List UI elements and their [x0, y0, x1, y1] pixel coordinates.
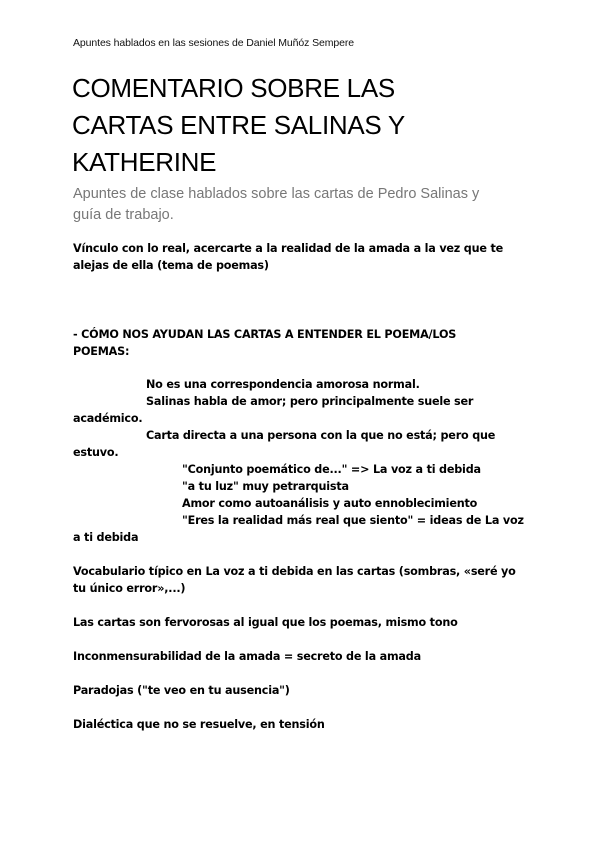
paragraph-paradojas — [73, 682, 533, 699]
list-item: Carta directa a una persona con la que no está; pero que — [146, 429, 496, 442]
page-header: Apuntes hablados en las sesiones de Daniel Muñóz Sempere — [73, 37, 354, 49]
document-title — [72, 70, 542, 181]
paragraph-line: - CÓMO NOS AYUDAN LAS CARTAS A ENTENDER EL POEMA/LOS — [73, 328, 457, 341]
paragraph-line: Dialéctica que no se resuelve, en tensión — [73, 718, 325, 731]
document-subtitle — [73, 184, 533, 226]
paragraph-line: Vínculo con lo real, acercarte a la realidad de la amada a la vez que te — [73, 242, 503, 255]
paragraph-dialectica — [73, 716, 533, 733]
list-item: "Conjunto poemático de..." => La voz a ti debida — [182, 463, 481, 476]
paragraph-vinculo — [73, 240, 533, 274]
paragraph-line: Vocabulario típico en La voz a ti debida en las cartas (sombras, «seré yo — [73, 565, 516, 578]
subtitle-line: guía de trabajo. — [73, 207, 174, 223]
paragraph-vocabulario — [73, 563, 533, 597]
list-item: Salinas habla de amor; pero principalmente suele ser — [146, 395, 474, 408]
paragraph-line: alejas de ella (tema de poemas) — [73, 259, 269, 272]
section-heading — [73, 326, 533, 360]
paragraph-line: Las cartas son fervorosas al igual que los poemas, mismo tono — [73, 616, 458, 629]
list-item: "a tu luz" muy petrarquista — [182, 480, 349, 493]
title-line: COMENTARIO SOBRE LAS — [72, 73, 395, 103]
paragraph-fervorosas — [73, 614, 533, 631]
list-item: Amor como autoanálisis y auto ennoblecimiento — [182, 497, 478, 510]
list-item: a ti debida — [73, 531, 139, 544]
title-line: CARTAS ENTRE SALINAS Y — [72, 110, 405, 140]
paragraph-line: POEMAS: — [73, 345, 130, 358]
paragraph-inconmensurabilidad — [73, 648, 533, 665]
paragraph-line: Inconmensurabilidad de la amada = secreto de la amada — [73, 650, 421, 663]
list-item: estuvo. — [73, 446, 119, 459]
paragraph-line: tu único error»,...) — [73, 582, 186, 595]
list-item: "Eres la realidad más real que siento" = ideas de La voz — [182, 514, 524, 527]
subtitle-line: Apuntes de clase hablados sobre las cartas de Pedro Salinas y — [73, 186, 480, 202]
notes-list — [73, 376, 533, 546]
list-item: académico. — [73, 412, 143, 425]
list-item: No es una correspondencia amorosa normal. — [146, 378, 420, 391]
title-line: KATHERINE — [72, 147, 217, 177]
paragraph-line: Paradojas ("te veo en tu ausencia") — [73, 684, 290, 697]
